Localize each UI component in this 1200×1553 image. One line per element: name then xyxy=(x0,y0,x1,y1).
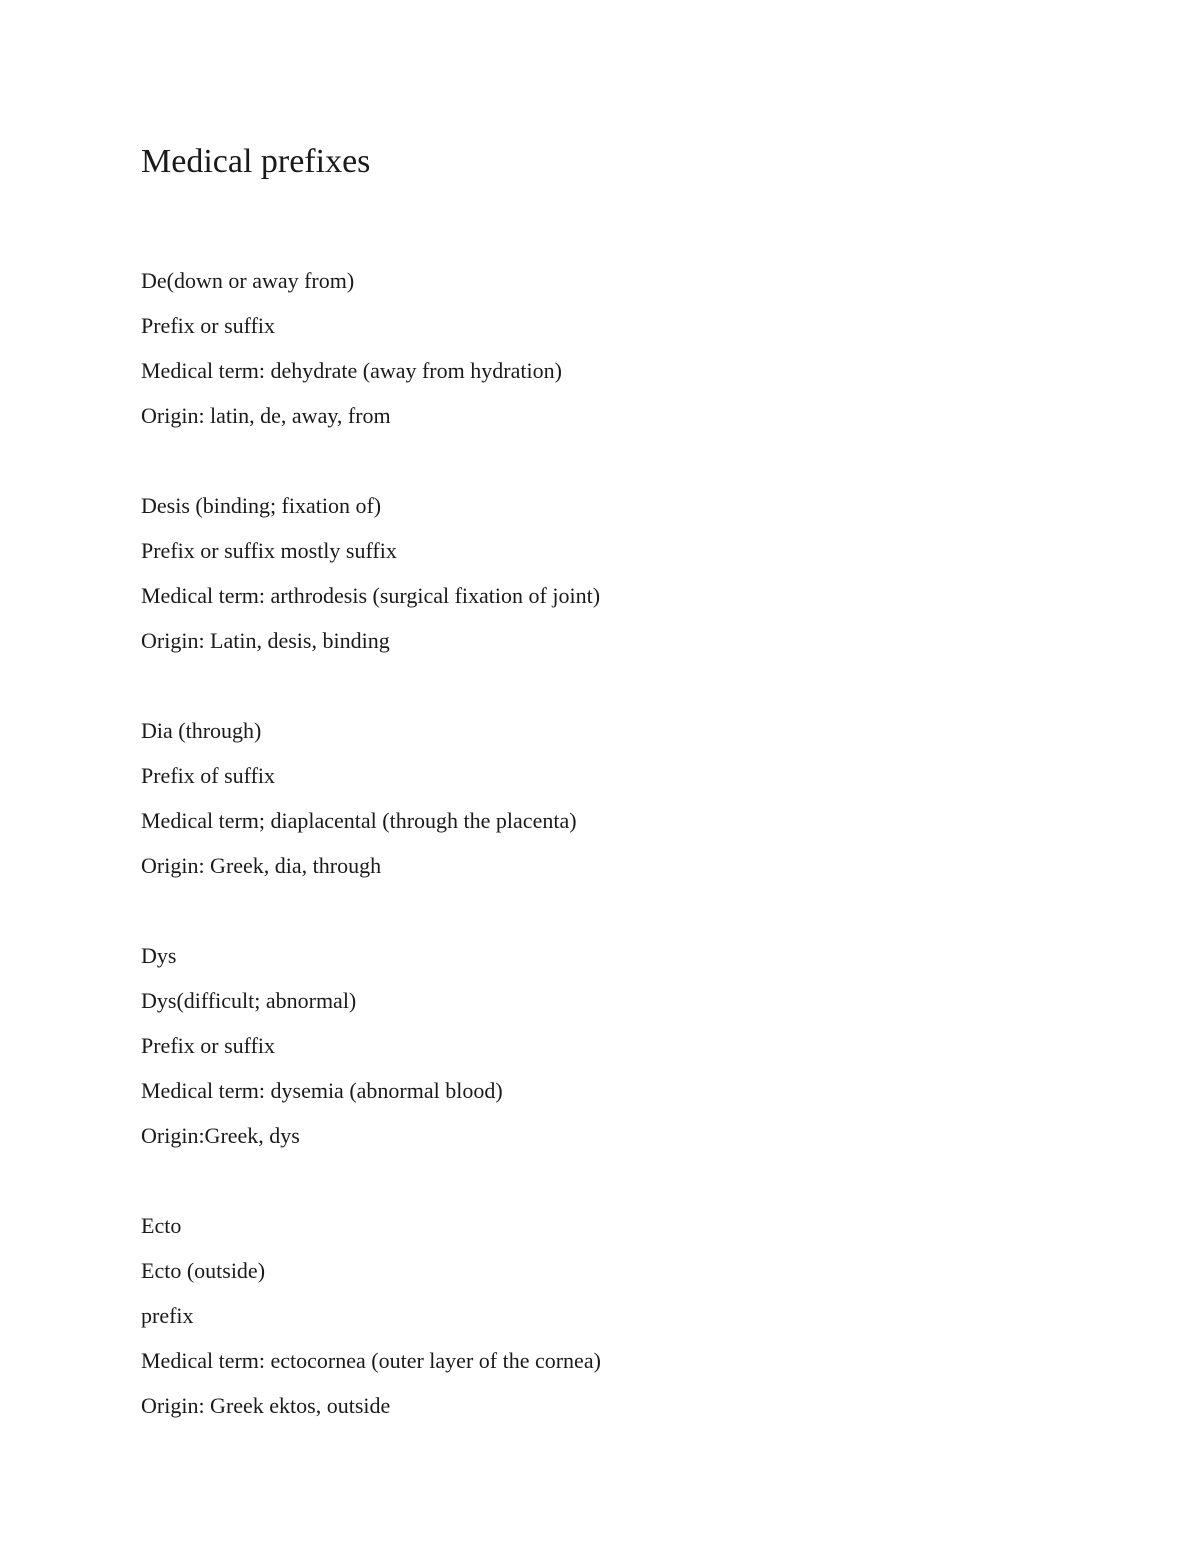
entry-medical-term: Medical term: ectocornea (outer layer of the cornea) xyxy=(141,1348,601,1373)
entry-type: prefix xyxy=(141,1303,194,1328)
entry-medical-term: Medical term: arthrodesis (surgical fixation of joint) xyxy=(141,583,601,608)
entry-medical-term: Medical term: dehydrate (away from hydration) xyxy=(141,358,562,383)
entry-origin: Origin: Greek, dia, through xyxy=(141,853,382,878)
entry-origin: Origin:Greek, dys xyxy=(141,1123,300,1148)
entry-heading: Dia (through) xyxy=(141,718,262,743)
document-body xyxy=(141,258,1141,1473)
entry-definition: Dys(difficult; abnormal) xyxy=(141,988,357,1013)
entry-type: Prefix or suffix xyxy=(141,1033,276,1058)
entry-origin: Origin: Greek ektos, outside xyxy=(141,1393,391,1418)
entry-origin: Origin: Latin, desis, binding xyxy=(141,628,390,653)
entry-medical-term: Medical term: dysemia (abnormal blood) xyxy=(141,1078,503,1103)
entry-definition: Ecto (outside) xyxy=(141,1258,266,1283)
entry-heading: Ecto xyxy=(141,1213,182,1238)
entry-ecto xyxy=(141,1203,1141,1428)
entry-heading: Dys xyxy=(141,943,177,968)
entry-dys xyxy=(141,933,1141,1158)
entry-desis xyxy=(141,483,1141,663)
page-title: Medical prefixes xyxy=(141,143,371,180)
entry-medical-term: Medical term; diaplacental (through the placenta) xyxy=(141,808,577,833)
entry-type: Prefix or suffix mostly suffix xyxy=(141,538,397,563)
entry-type: Prefix of suffix xyxy=(141,763,276,788)
entry-dia xyxy=(141,708,1141,888)
entry-origin: Origin: latin, de, away, from xyxy=(141,403,391,428)
entry-heading: De(down or away from) xyxy=(141,268,355,293)
entry-type: Prefix or suffix xyxy=(141,313,276,338)
entry-heading: Desis (binding; fixation of) xyxy=(141,493,382,518)
entry-de xyxy=(141,258,1141,438)
